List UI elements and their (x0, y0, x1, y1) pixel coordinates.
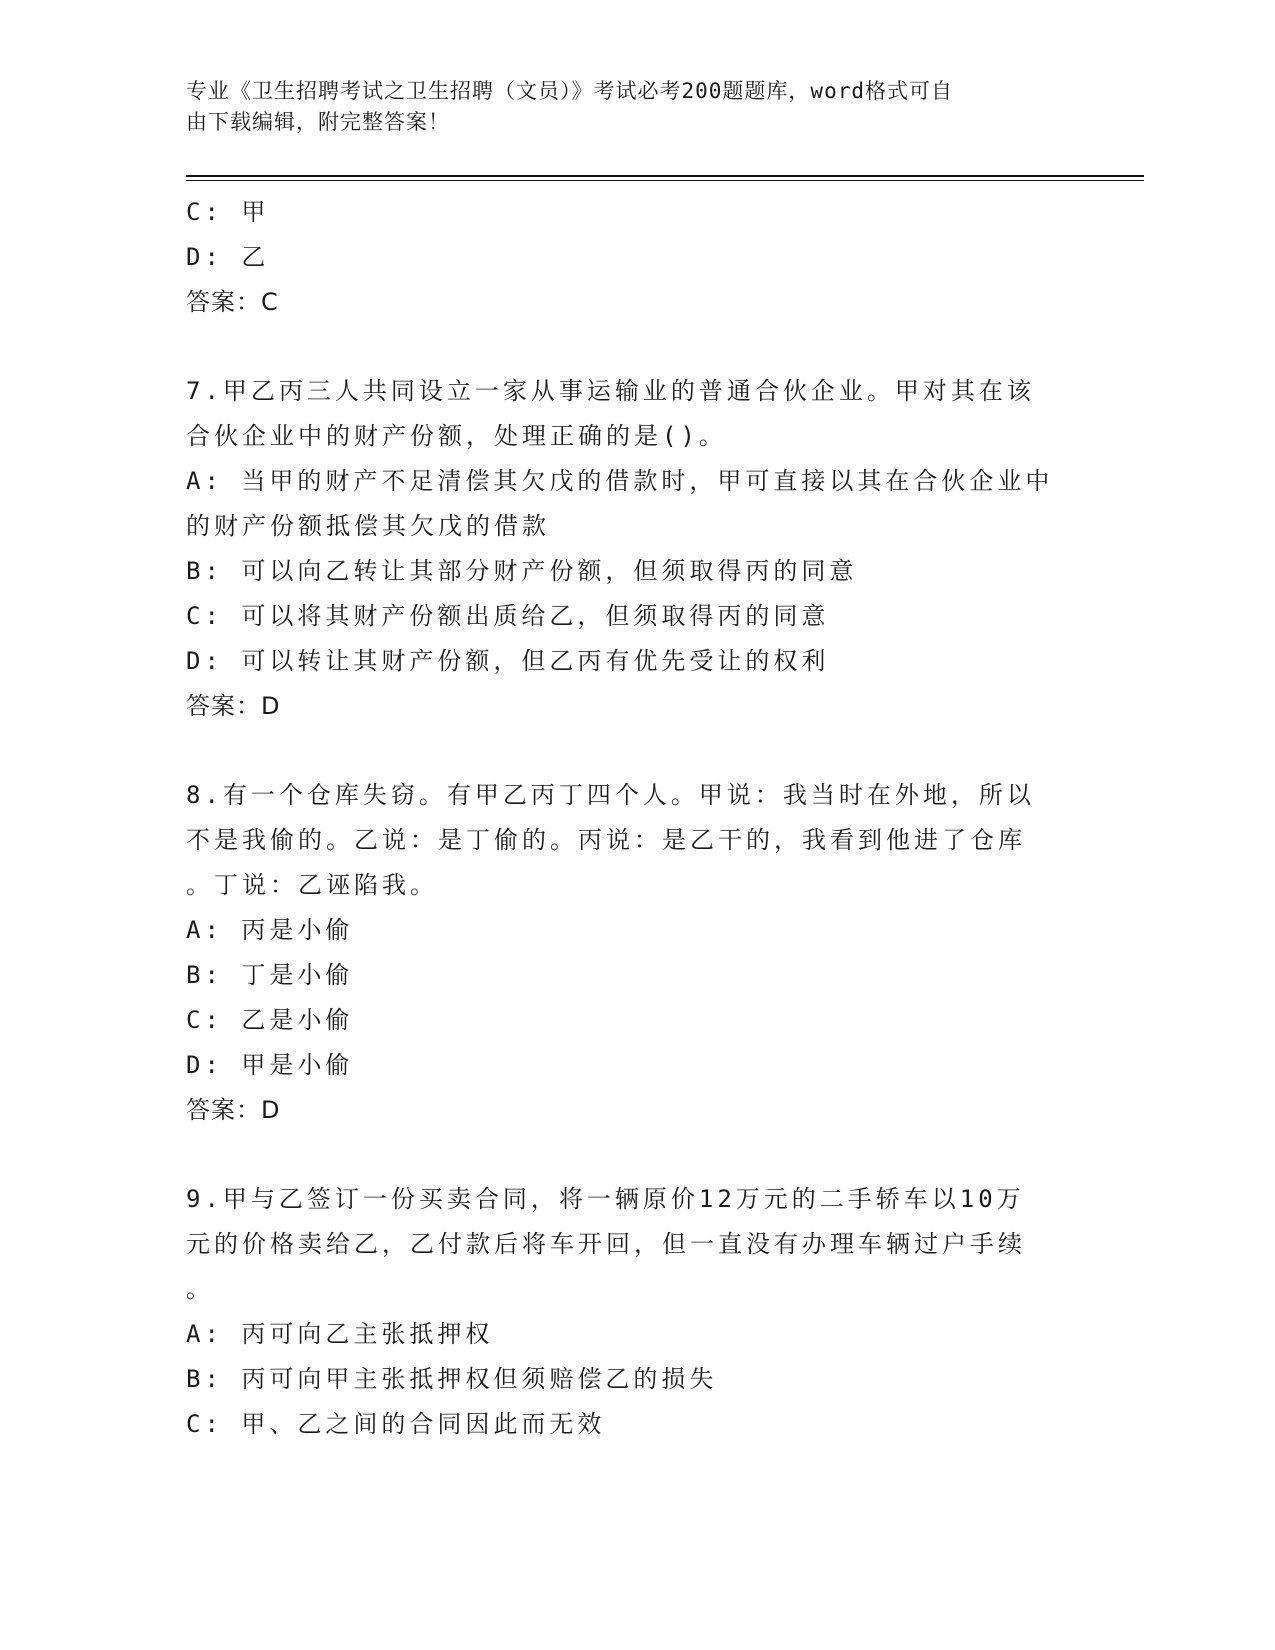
question-stem-line: 。丁说：乙诬陷我。 (186, 871, 438, 899)
spacer (186, 1133, 1066, 1177)
header-title-line-1: 专业《卫生招聘考试之卫生招聘（文员）》考试必考200题题库，word格式可自 (186, 79, 953, 103)
answer-label: 答案：C (186, 288, 279, 316)
option-b: B: 可以向乙转让其部分财产份额，但须取得丙的同意 (186, 557, 858, 585)
option-a-continued: 的财产份额抵偿其欠戊的借款 (186, 512, 550, 540)
option-a: A: 丙可向乙主张抵押权 (186, 1320, 494, 1348)
option-b: B: 丁是小偷 (186, 961, 354, 989)
header-divider-thick (186, 175, 1144, 177)
question-6-tail (186, 190, 1066, 325)
spacer (186, 729, 1066, 773)
question-stem-line: 8.有一个仓库失窃。有甲乙丙丁四个人。甲说：我当时在外地，所以 (186, 781, 1035, 809)
option-a: A: 丙是小偷 (186, 916, 354, 944)
header-title-line-2: 由下载编辑，附完整答案！ (186, 110, 450, 134)
option-b: B: 丙可向甲主张抵押权但须赔偿乙的损失 (186, 1365, 718, 1393)
option-c: C: 甲、乙之间的合同因此而无效 (186, 1410, 606, 1438)
question-stem-line: 9.甲与乙签订一份买卖合同，将一辆原价12万元的二手轿车以10万 (186, 1185, 1025, 1213)
option-c: C: 甲 (186, 198, 270, 226)
header-divider-thin (186, 180, 1144, 181)
question-content (186, 190, 1066, 1447)
option-c: C: 可以将其财产份额出质给乙，但须取得丙的同意 (186, 602, 830, 630)
question-9 (186, 1177, 1066, 1447)
option-d: D: 乙 (186, 243, 270, 271)
question-stem-line: 7.甲乙丙三人共同设立一家从事运输业的普通合伙企业。甲对其在该 (186, 377, 1035, 405)
question-7 (186, 369, 1066, 729)
spacer (186, 325, 1066, 369)
answer-label: 答案：D (186, 692, 281, 720)
document-header (186, 76, 1056, 138)
question-stem-line: 。 (186, 1275, 214, 1303)
question-stem-line: 合伙企业中的财产份额，处理正确的是()。 (186, 422, 727, 450)
option-d: D: 甲是小偷 (186, 1051, 354, 1079)
answer-label: 答案：D (186, 1096, 281, 1124)
question-stem-line: 不是我偷的。乙说：是丁偷的。丙说：是乙干的，我看到他进了仓库 (186, 826, 1026, 854)
option-c: C: 乙是小偷 (186, 1006, 354, 1034)
question-8 (186, 773, 1066, 1133)
option-d: D: 可以转让其财产份额，但乙丙有优先受让的权利 (186, 647, 830, 675)
option-a: A: 当甲的财产不足清偿其欠戊的借款时，甲可直接以其在合伙企业中 (186, 467, 1054, 495)
question-stem-line: 元的价格卖给乙，乙付款后将车开回，但一直没有办理车辆过户手续 (186, 1230, 1026, 1258)
